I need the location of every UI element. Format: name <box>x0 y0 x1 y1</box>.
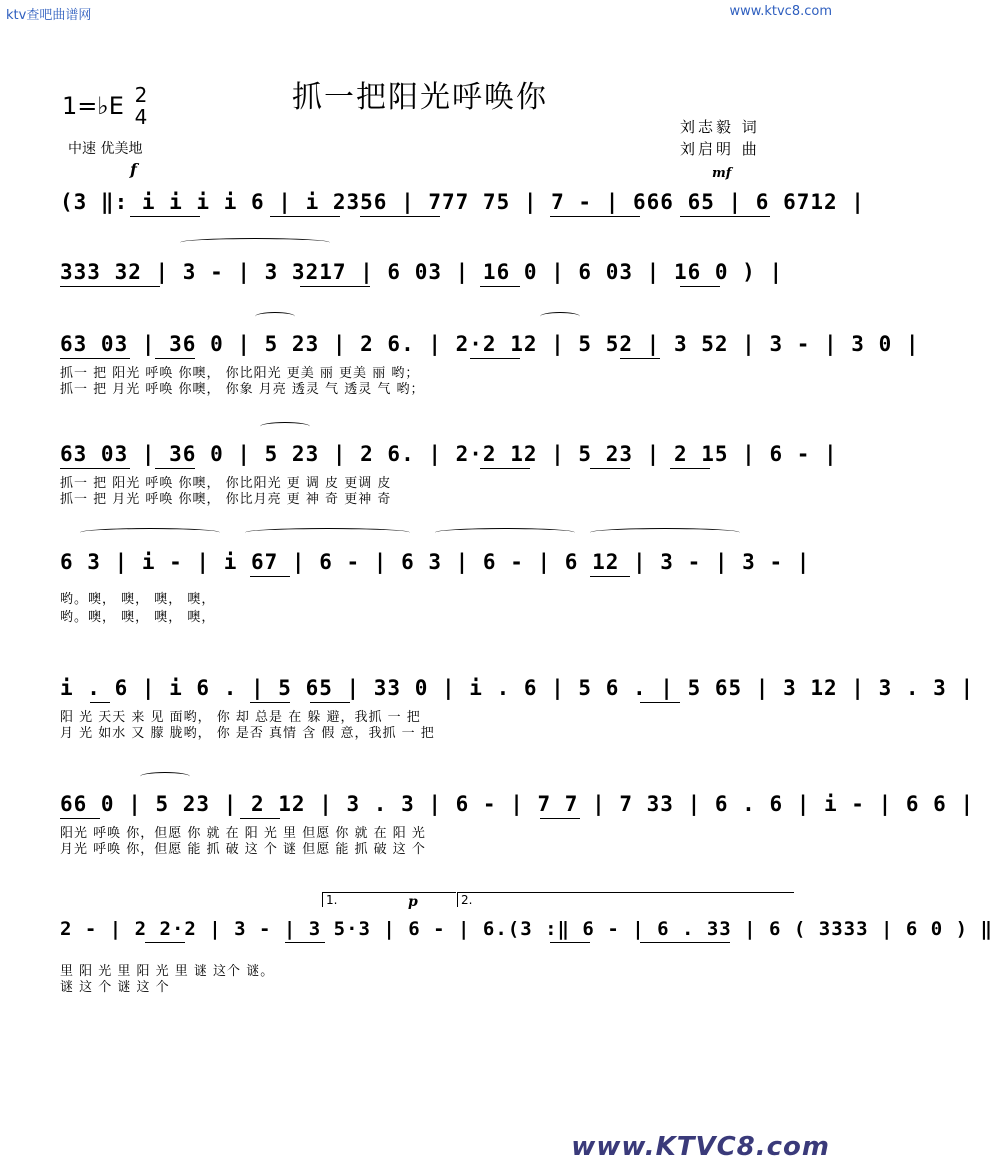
beam-underline <box>240 818 280 819</box>
beam-underline <box>155 468 195 469</box>
first-ending-label: 1. <box>326 893 338 907</box>
lyricist-credit: 刘志毅 词 <box>680 118 760 136</box>
row-5-notes: 6 3 | i - | i 67 | 6 - | 6 3 | 6 - | 6 12 | 3 - | 3 - | <box>60 550 811 574</box>
lyric-verse-1: 哟。噢， 噢， 噢， 噢， <box>60 592 216 607</box>
watermark-top-left: ktv查吧曲谱网 <box>6 8 92 23</box>
beam-underline <box>590 576 630 577</box>
beam-underline <box>480 286 520 287</box>
dynamic-piano: p <box>408 894 418 910</box>
beam-underline <box>640 942 730 943</box>
beam-underline <box>680 216 770 217</box>
lyric-verse-1: 阳 光 天天 来 见 面哟， 你 却 总是 在 躲 避，我抓 一 把 <box>60 710 421 725</box>
beam-underline <box>540 818 580 819</box>
row-8-notes: 2 - | 2 2·2 | 3 - | 3 5·3 | 6 - | 6.(3 :‖ 6 - | 6 . 33 | 6 ( 3333 | 6 0 ) ‖ <box>60 918 993 940</box>
beam-underline <box>90 702 110 703</box>
second-ending-label: 2. <box>461 893 473 907</box>
beam-underline <box>60 818 100 819</box>
beam-underline <box>640 702 680 703</box>
beam-underline <box>670 468 710 469</box>
dynamic-forte: f <box>130 160 137 179</box>
row-1-notes: (3 ‖: i i i i 6 | i 2356 | 777 75 | 7 - | 666 65 | 6 6712 | <box>60 190 865 214</box>
lyric-verse-1: 里 阳 光 里 阳 光 里 谜 这个 谜。 <box>60 964 275 979</box>
row-2-notes: 333 32 | 3 - | 3 3217 | 6 03 | 16 0 | 6 03 | 16 0 ) | <box>60 260 784 284</box>
beam-underline <box>130 216 200 217</box>
row-6-notes: i . 6 | i 6 . | 5 65 | 33 0 | i . 6 | 5 6 . | 5 65 | 3 12 | 3 . 3 | <box>60 676 975 700</box>
beam-underline <box>590 468 630 469</box>
beam-underline <box>60 358 130 359</box>
beam-underline <box>250 702 290 703</box>
beam-underline <box>360 216 440 217</box>
composer-credit: 刘启明 曲 <box>680 140 760 158</box>
key-signature: 1=♭E <box>62 92 124 120</box>
time-signature <box>130 84 152 128</box>
beam-underline <box>285 942 325 943</box>
lyric-verse-1: 抓一 把 阳光 呼唤 你噢， 你比阳光 更 调 皮 更调 皮 <box>60 476 392 491</box>
lyric-verse-1: 抓一 把 阳光 呼唤 你噢， 你比阳光 更美 丽 更美 丽 哟； <box>60 366 420 381</box>
lyric-verse-2: 月光 呼唤 你，但愿 能 抓 破 这 个 谜 但愿 能 抓 破 这 个 <box>60 842 426 857</box>
tempo-marking: 中速 优美地 <box>68 141 143 157</box>
beam-underline <box>550 216 640 217</box>
lyric-verse-2: 哟。噢， 噢， 噢， 噢， <box>60 610 216 625</box>
row-3-notes: 63 03 | 36 0 | 5 23 | 2 6. | 2·2 12 | 5 52 | 3 52 | 3 - | 3 0 | <box>60 332 920 356</box>
row-7-notes: 66 0 | 5 23 | 2 12 | 3 . 3 | 6 - | 7 7 | 7 33 | 6 . 6 | i - | 6 6 | <box>60 792 975 816</box>
beam-underline <box>310 702 350 703</box>
watermark-bottom-right: www.KTVC8.com <box>571 1132 830 1162</box>
dynamic-mezzo-forte: mf <box>712 166 732 181</box>
row-4-notes: 63 03 | 36 0 | 5 23 | 2 6. | 2·2 12 | 5 23 | 2 15 | 6 - | <box>60 442 838 466</box>
lyric-verse-2: 月 光 如水 又 朦 胧哟， 你 是否 真情 含 假 意，我抓 一 把 <box>60 726 435 741</box>
beam-underline <box>300 286 370 287</box>
beam-underline <box>145 942 185 943</box>
watermark-top-right: www.ktvc8.com <box>729 4 832 19</box>
song-title: 抓一把阳光呼唤你 <box>292 80 548 115</box>
beam-underline <box>550 942 590 943</box>
beam-underline <box>270 216 340 217</box>
time-signature-top: 2 <box>134 83 148 107</box>
lyric-verse-1: 阳光 呼唤 你，但愿 你 就 在 阳 光 里 但愿 你 就 在 阳 光 <box>60 826 426 841</box>
beam-underline <box>620 358 660 359</box>
lyric-verse-2: 抓一 把 月光 呼唤 你噢， 你比月亮 更 神 奇 更神 奇 <box>60 492 392 507</box>
beam-underline <box>250 576 290 577</box>
beam-underline <box>155 358 195 359</box>
lyric-verse-2: 抓一 把 月光 呼唤 你噢， 你象 月亮 透灵 气 透灵 气 哟； <box>60 382 425 397</box>
beam-underline <box>470 358 520 359</box>
beam-underline <box>480 468 530 469</box>
beam-underline <box>60 468 130 469</box>
time-signature-bottom: 4 <box>134 105 148 129</box>
lyric-verse-2: 谜 这 个 谜 这 个 <box>60 980 170 995</box>
beam-underline <box>60 286 160 287</box>
beam-underline <box>680 286 720 287</box>
